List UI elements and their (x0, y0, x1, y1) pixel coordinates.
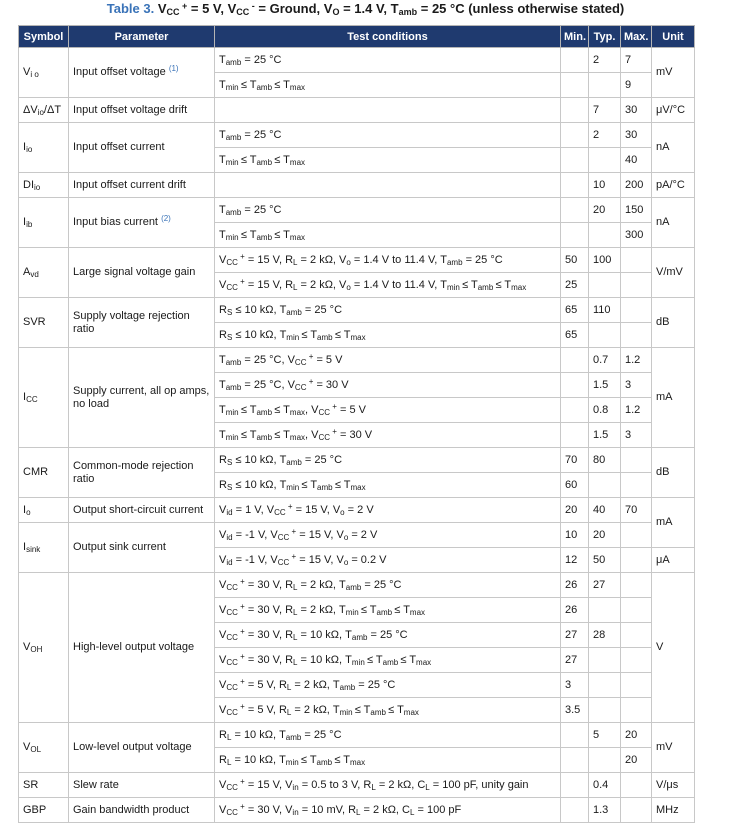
typ-cell: 0.4 (589, 773, 621, 798)
parameter-cell: Supply voltage rejection ratio (69, 298, 215, 348)
unit-cell: μA (652, 548, 695, 573)
min-cell (561, 223, 589, 248)
header-min: Min. (561, 26, 589, 48)
table-caption (0, 1, 731, 17)
typ-cell (589, 648, 621, 673)
min-cell (561, 798, 589, 823)
test-condition-cell: $R_L = 10$ kΩ, $T_{min} \le T_{amb} \le T_{max}$ (215, 748, 561, 773)
test-condition-cell: $V_{CC}$ + = 30 V, $V_{in} = 10$ mV, $R_L = 2$ kΩ, $C_L = 100$ pF (215, 798, 561, 823)
test-condition-cell: $T_{min} \le T_{amb} \le T_{max}$, $V_{CC}$ + = 5 V (215, 398, 561, 423)
symbol-cell: SR (19, 773, 69, 798)
max-cell: 20 (621, 723, 652, 748)
max-cell: 300 (621, 223, 652, 248)
test-condition-cell: $T_{min} \le T_{amb} \le T_{max}$ (215, 73, 561, 98)
symbol-cell: $I_o$ (19, 498, 69, 523)
test-condition-cell (215, 98, 561, 123)
max-cell: 30 (621, 98, 652, 123)
max-cell (621, 323, 652, 348)
unit-cell: nA (652, 123, 695, 173)
max-cell: 30 (621, 123, 652, 148)
table-label: Table 3. (106, 1, 155, 16)
max-cell (621, 298, 652, 323)
min-cell: 12 (561, 548, 589, 573)
min-cell (561, 348, 589, 373)
min-cell: 60 (561, 473, 589, 498)
test-condition-cell: $V_{CC}$ + = 30 V, $R_L = 10$ kΩ, $T_{amb} = 25$ °C (215, 623, 561, 648)
typ-cell (589, 673, 621, 698)
typ-cell (589, 748, 621, 773)
max-cell (621, 673, 652, 698)
unit-cell: mA (652, 348, 695, 448)
test-condition-cell: $R_S \le 10$ kΩ, $T_{min} \le T_{amb} \le T_{max}$ (215, 473, 561, 498)
test-condition-cell: $T_{amb} = 25$ °C (215, 123, 561, 148)
test-condition-cell: $V_{CC}$ + = 15 V, $V_{in} = 0.5$ to 3 V, $R_L = 2$ kΩ, $C_L = 100$ pF, unity gain (215, 773, 561, 798)
min-cell (561, 423, 589, 448)
typ-cell: 80 (589, 448, 621, 473)
typ-cell: 27 (589, 573, 621, 598)
symbol-cell: CMR (19, 448, 69, 498)
typ-cell (589, 223, 621, 248)
unit-cell: μV/°C (652, 98, 695, 123)
parameter-cell: Gain bandwidth product (69, 798, 215, 823)
typ-cell (589, 148, 621, 173)
unit-cell: V/mV (652, 248, 695, 298)
max-cell: 3 (621, 373, 652, 398)
test-condition-cell: $R_L = 10$ kΩ, $T_{amb} = 25$ °C (215, 723, 561, 748)
typ-cell: 2 (589, 48, 621, 73)
min-cell (561, 98, 589, 123)
unit-cell: mA (652, 498, 695, 548)
max-cell (621, 573, 652, 598)
min-cell (561, 398, 589, 423)
min-cell: 10 (561, 523, 589, 548)
typ-cell: 1.5 (589, 423, 621, 448)
unit-cell: dB (652, 448, 695, 498)
parameter-cell: Low-level output voltage (69, 723, 215, 773)
test-condition-cell: $T_{amb} = 25$ °C, $V_{CC}$ + = 30 V (215, 373, 561, 398)
table-row (19, 498, 695, 523)
unit-cell: pA/°C (652, 173, 695, 198)
typ-cell: 20 (589, 523, 621, 548)
min-cell (561, 373, 589, 398)
min-cell: 3.5 (561, 698, 589, 723)
table-body (19, 48, 695, 823)
max-cell (621, 523, 652, 548)
typ-cell: 5 (589, 723, 621, 748)
test-condition-cell: $T_{min} \le T_{amb} \le T_{max}$ (215, 223, 561, 248)
min-cell: 3 (561, 673, 589, 698)
typ-cell: 0.8 (589, 398, 621, 423)
min-cell (561, 73, 589, 98)
max-cell: 40 (621, 148, 652, 173)
test-condition-cell: $V_{CC}$ + = 15 V, $R_L = 2$ kΩ, $V_o = 1.4$ V to 11.4 V, $T_{min} \le T_{amb} \le T_{max}$ (215, 273, 561, 298)
test-condition-cell: $R_S \le 10$ kΩ, $T_{amb} = 25$ °C (215, 448, 561, 473)
max-cell (621, 598, 652, 623)
header-typ: Typ. (589, 26, 621, 48)
min-cell (561, 748, 589, 773)
max-cell: 1.2 (621, 398, 652, 423)
min-cell: 26 (561, 598, 589, 623)
min-cell: 27 (561, 648, 589, 673)
typ-cell (589, 598, 621, 623)
symbol-cell: $I_{ib}$ (19, 198, 69, 248)
table-row (19, 723, 695, 748)
typ-cell: 28 (589, 623, 621, 648)
typ-cell: 50 (589, 548, 621, 573)
test-condition-cell: $V_{CC}$ + = 15 V, $R_L = 2$ kΩ, $V_o = 1.4$ V to 11.4 V, $T_{amb} = 25$ °C (215, 248, 561, 273)
test-condition-cell: $R_S \le 10$ kΩ, $T_{min} \le T_{amb} \le T_{max}$ (215, 323, 561, 348)
typ-cell (589, 323, 621, 348)
max-cell (621, 623, 652, 648)
parameter-cell: Supply current, all op amps, no load (69, 348, 215, 448)
test-condition-cell: $T_{min} \le T_{amb} \le T_{max}$, $V_{CC}$ + = 30 V (215, 423, 561, 448)
max-cell: 70 (621, 498, 652, 523)
test-condition-cell: $V_{CC}$ + = 5 V, $R_L = 2$ kΩ, $T_{min} \le T_{amb} \le T_{max}$ (215, 698, 561, 723)
unit-cell: MHz (652, 798, 695, 823)
typ-cell: 100 (589, 248, 621, 273)
electrical-characteristics-table (18, 25, 695, 823)
test-condition-cell: $V_{id} = -1$ V, $V_{CC}$ + = 15 V, $V_o = 0.2$ V (215, 548, 561, 573)
max-cell: 7 (621, 48, 652, 73)
unit-cell: mV (652, 723, 695, 773)
parameter-cell: Input offset current (69, 123, 215, 173)
max-cell (621, 773, 652, 798)
max-cell (621, 273, 652, 298)
min-cell (561, 148, 589, 173)
max-cell (621, 248, 652, 273)
symbol-cell: GBP (19, 798, 69, 823)
max-cell: 20 (621, 748, 652, 773)
header-test-conditions: Test conditions (215, 26, 561, 48)
max-cell (621, 473, 652, 498)
table-row (19, 448, 695, 473)
symbol-cell: $V_{OL}$ (19, 723, 69, 773)
symbol-cell: $DI_{io}$ (19, 173, 69, 198)
unit-cell: dB (652, 298, 695, 348)
table-row (19, 773, 695, 798)
min-cell (561, 123, 589, 148)
header-parameter: Parameter (69, 26, 215, 48)
symbol-cell: $V_{i o}$ (19, 48, 69, 98)
parameter-cell: Input bias current $^{(2)}$ (69, 198, 215, 248)
min-cell (561, 198, 589, 223)
max-cell (621, 448, 652, 473)
symbol-cell: SVR (19, 298, 69, 348)
min-cell: 65 (561, 298, 589, 323)
table-row (19, 798, 695, 823)
test-condition-cell: $V_{CC}$ + = 30 V, $R_L = 2$ kΩ, $T_{min} \le T_{amb} \le T_{max}$ (215, 598, 561, 623)
parameter-cell: Input offset current drift (69, 173, 215, 198)
min-cell (561, 723, 589, 748)
test-condition-cell: $R_S \le 10$ kΩ, $T_{amb} = 25$ °C (215, 298, 561, 323)
test-condition-cell: $T_{amb} = 25$ °C (215, 198, 561, 223)
max-cell: 9 (621, 73, 652, 98)
table-row (19, 523, 695, 548)
max-cell (621, 698, 652, 723)
symbol-cell: $I_{io}$ (19, 123, 69, 173)
header-unit: Unit (652, 26, 695, 48)
table-row (19, 173, 695, 198)
max-cell: 1.2 (621, 348, 652, 373)
min-cell: 50 (561, 248, 589, 273)
typ-cell (589, 73, 621, 98)
test-condition-cell: $V_{CC}$ + = 30 V, $R_L = 2$ kΩ, $T_{amb} = 25$ °C (215, 573, 561, 598)
min-cell: 20 (561, 498, 589, 523)
parameter-cell: Output short-circuit current (69, 498, 215, 523)
table-row (19, 198, 695, 223)
max-cell (621, 648, 652, 673)
symbol-cell: $I_{sink}$ (19, 523, 69, 573)
typ-cell: 110 (589, 298, 621, 323)
header-symbol: Symbol (19, 26, 69, 48)
min-cell (561, 48, 589, 73)
table-row (19, 573, 695, 598)
typ-cell: 1.5 (589, 373, 621, 398)
min-cell: 65 (561, 323, 589, 348)
parameter-cell: Input offset voltage drift (69, 98, 215, 123)
header-max: Max. (621, 26, 652, 48)
typ-cell: 2 (589, 123, 621, 148)
min-cell: 26 (561, 573, 589, 598)
test-condition-cell: $V_{CC}$ + = 30 V, $R_L = 10$ kΩ, $T_{min} \le T_{amb} \le T_{max}$ (215, 648, 561, 673)
typ-cell (589, 698, 621, 723)
typ-cell: 0.7 (589, 348, 621, 373)
symbol-cell: $I_{CC}$ (19, 348, 69, 448)
typ-cell: 1.3 (589, 798, 621, 823)
test-condition-cell: $T_{amb} = 25$ °C, $V_{CC}$ + = 5 V (215, 348, 561, 373)
max-cell (621, 798, 652, 823)
table-row (19, 123, 695, 148)
max-cell: 200 (621, 173, 652, 198)
min-cell: 27 (561, 623, 589, 648)
unit-cell: V (652, 573, 695, 723)
min-cell (561, 173, 589, 198)
test-condition-cell: $T_{amb} = 25$ °C (215, 48, 561, 73)
typ-cell: 20 (589, 198, 621, 223)
test-condition-cell: $V_{CC}$ + = 5 V, $R_L = 2$ kΩ, $T_{amb} = 25$ °C (215, 673, 561, 698)
typ-cell (589, 473, 621, 498)
parameter-cell: Slew rate (69, 773, 215, 798)
test-condition-cell: $V_{id} = -1$ V, $V_{CC}$ + = 15 V, $V_o = 2$ V (215, 523, 561, 548)
typ-cell: 7 (589, 98, 621, 123)
min-cell: 25 (561, 273, 589, 298)
table-row (19, 48, 695, 73)
test-condition-cell (215, 173, 561, 198)
typ-cell (589, 273, 621, 298)
table-row (19, 298, 695, 323)
table-conditions: $V_{CC}$ + = 5 V, $V_{CC}$ - = Ground, $V_O = 1.4$ V, $T_{amb} = 25$ °C (unless otherwise stated) (157, 1, 625, 17)
parameter-cell: High-level output voltage (69, 573, 215, 723)
parameter-cell: Large signal voltage gain (69, 248, 215, 298)
unit-cell: nA (652, 198, 695, 248)
typ-cell: 40 (589, 498, 621, 523)
parameter-cell: Common-mode rejection ratio (69, 448, 215, 498)
parameter-cell: Output sink current (69, 523, 215, 573)
symbol-cell: $\Delta V_{io}/\Delta T$ (19, 98, 69, 123)
test-condition-cell: $V_{id} = 1$ V, $V_{CC}$ + = 15 V, $V_o = 2$ V (215, 498, 561, 523)
unit-cell: mV (652, 48, 695, 98)
symbol-cell: $V_{OH}$ (19, 573, 69, 723)
unit-cell: V/μs (652, 773, 695, 798)
header-row (19, 26, 695, 48)
typ-cell: 10 (589, 173, 621, 198)
max-cell (621, 548, 652, 573)
table-row (19, 248, 695, 273)
table-row (19, 98, 695, 123)
max-cell: 150 (621, 198, 652, 223)
table-row (19, 348, 695, 373)
min-cell (561, 773, 589, 798)
symbol-cell: $A_{vd}$ (19, 248, 69, 298)
parameter-cell: Input offset voltage $^{(1)}$ (69, 48, 215, 98)
test-condition-cell: $T_{min} \le T_{amb} \le T_{max}$ (215, 148, 561, 173)
min-cell: 70 (561, 448, 589, 473)
max-cell: 3 (621, 423, 652, 448)
